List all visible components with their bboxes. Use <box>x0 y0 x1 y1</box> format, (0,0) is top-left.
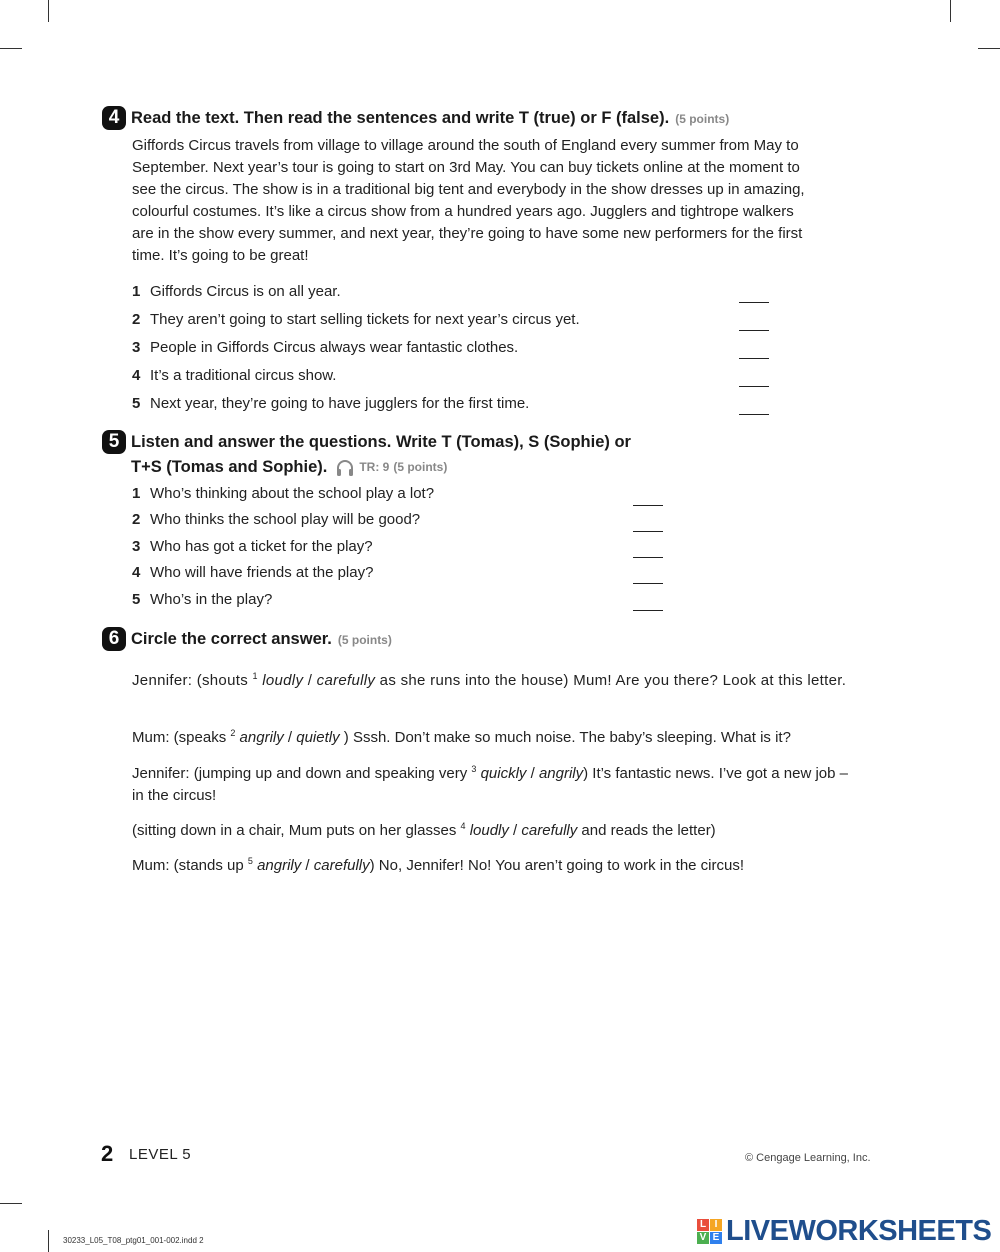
section-5-heading <box>102 430 631 480</box>
answer-blank[interactable] <box>739 358 769 359</box>
section-instructions: Read the text. Then read the sentences and write T (true) or F (false). <box>131 109 670 127</box>
crop-mark <box>0 48 22 49</box>
choice-option[interactable]: loudly <box>469 822 509 839</box>
passage-line: see the circus. The show is in a traditional big tent and everybody in the show dresses up in amazing, <box>132 181 805 198</box>
dialogue-line: Jennifer: (shouts $^1$ loudly / carefully as she runs into the house) Mum! Are you there? Look at this letter. <box>132 671 847 689</box>
crop-mark <box>978 48 1000 49</box>
choice-option[interactable]: angrily <box>239 729 284 746</box>
copyright: © Cengage Learning, Inc. <box>745 1152 871 1164</box>
question-item: 1 Who’s thinking about the school play a lot? <box>132 485 435 502</box>
section-4-heading <box>102 106 729 132</box>
brand-name: LIVEWORKSHEETS <box>726 1215 992 1247</box>
passage-line: time. It’s going to be great! <box>132 247 309 264</box>
question-item: 4 Who will have friends at the play? <box>132 564 374 581</box>
crop-mark <box>48 0 49 22</box>
choice-option[interactable]: quickly <box>480 765 527 782</box>
question-item: 5 Who’s in the play? <box>132 591 273 608</box>
track-label: TR: 9 <box>359 460 390 474</box>
dialogue-line: Mum: (stands up $^5$ angrily / carefully) No, Jennifer! No! You aren’t going to work in the circus! <box>132 856 745 874</box>
answer-blank[interactable] <box>739 414 769 415</box>
logo-letter: I <box>710 1219 722 1231</box>
level-label: LEVEL 5 <box>129 1146 192 1163</box>
passage-line: are in the show every summer, and next year, they’re going to have some new performers for the first <box>132 225 803 242</box>
answer-blank[interactable] <box>739 302 769 303</box>
section-instructions: Circle the correct answer. <box>131 630 332 648</box>
question-item: 2 They aren’t going to start selling tickets for next year’s circus yet. <box>132 311 580 328</box>
file-slug: 30233_L05_T08_ptg01_001-002.indd 2 <box>63 1236 204 1245</box>
choice-option[interactable]: carefully <box>316 672 376 689</box>
answer-blank[interactable] <box>633 583 663 584</box>
choice-option[interactable]: carefully <box>313 857 370 874</box>
passage-line: Giffords Circus travels from village to village around the south of England every summer from May to <box>132 137 799 154</box>
logo-letter: L <box>697 1219 709 1231</box>
question-item: 5 Next year, they’re going to have jugglers for the first time. <box>132 395 530 412</box>
passage-line: September. Next year’s tour is going to start on 3rd May. You can buy tickets online at the moment to <box>132 159 800 176</box>
logo-letter: E <box>710 1232 722 1244</box>
liveworksheets-logo[interactable] <box>697 1215 991 1248</box>
choice-option[interactable]: quietly <box>296 729 340 746</box>
question-item: 4 It’s a traditional circus show. <box>132 367 337 384</box>
page-number: 2 <box>101 1141 114 1166</box>
answer-blank[interactable] <box>739 386 769 387</box>
headphones-icon <box>335 458 355 478</box>
choice-option[interactable]: angrily <box>257 857 302 874</box>
answer-blank[interactable] <box>633 557 663 558</box>
dialogue-line: Jennifer: (jumping up and down and speaking very $^3$ quickly / angrily) It’s fantastic news. I’ve got a new job – in the circus! <box>132 764 848 804</box>
passage-line: colourful costumes. It’s like a circus show from a hundred years ago. Jugglers and tightrope walkers <box>132 203 794 220</box>
logo-letter: V <box>697 1232 709 1244</box>
section-instructions: Listen and answer the questions. Write T (Tomas), S (Sophie) or <box>131 433 631 451</box>
dialogue-line: (sitting down in a chair, Mum puts on her glasses $^4$ loudly / carefully and reads the letter) <box>132 821 716 839</box>
crop-mark <box>48 1230 49 1252</box>
choice-option[interactable]: loudly <box>262 672 304 689</box>
answer-blank[interactable] <box>633 531 663 532</box>
section-number-badge: 5 <box>102 430 126 454</box>
dialogue-line: Mum: (speaks $^2$ angrily / quietly ) Sssh. Don’t make so much noise. The baby’s sleeping. What is it? <box>132 728 791 746</box>
points-label: (5 points) <box>393 460 448 474</box>
question-item: 1 Giffords Circus is on all year. <box>132 283 341 300</box>
question-item: 3 Who has got a ticket for the play? <box>132 538 373 555</box>
choice-option[interactable]: carefully <box>521 822 578 839</box>
section-number-badge: 6 <box>102 627 126 651</box>
crop-mark <box>0 1203 22 1204</box>
choice-option[interactable]: angrily <box>538 765 584 782</box>
section-6-heading <box>102 627 392 653</box>
logo-grid-icon <box>697 1219 722 1244</box>
section-instructions-cont: T+S (Tomas and Sophie). <box>131 458 328 476</box>
points-label: (5 points) <box>675 112 730 126</box>
points-label: (5 points) <box>337 633 392 647</box>
answer-blank[interactable] <box>739 330 769 331</box>
reading-passage <box>132 135 867 267</box>
answer-blank[interactable] <box>633 505 663 506</box>
question-item: 2 Who thinks the school play will be good? <box>132 511 421 528</box>
question-item: 3 People in Giffords Circus always wear fantastic clothes. <box>132 339 519 356</box>
crop-mark <box>950 0 951 22</box>
answer-blank[interactable] <box>633 610 663 611</box>
section-number-badge: 4 <box>102 106 126 130</box>
